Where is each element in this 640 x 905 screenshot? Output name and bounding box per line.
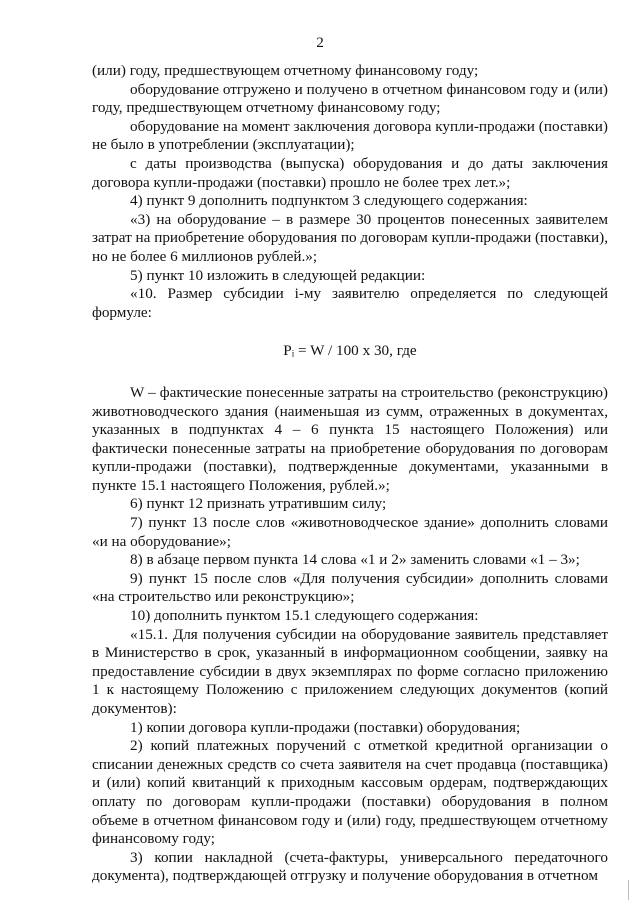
paragraph: 4) пункт 9 дополнить подпунктом 3 следующего содержания: (130, 192, 528, 210)
paragraph: 2) копий платежных поручений с отметкой кредитной организации о списании денежных средств со счета заявителя на счет продавца (поставщика) и (или) копий квитанций к приходным кассовым ордерам, подтверждающих оплату по договорам купли-продажи (поставки) оборудования в полном объеме в отчетном финансовом году и (или) году, предшествующем отчетному финансовому году; (92, 737, 608, 848)
paragraph: 10) дополнить пунктом 15.1 следующего содержания: (130, 607, 479, 625)
scan-edge-mark (628, 880, 629, 900)
paragraph: 5) пункт 10 изложить в следующей редакции: (130, 266, 426, 284)
paragraph: W – фактические понесенные затраты на строительство (реконструкцию) животноводческого здания (наименьшая из сумм, отраженных в документах, указанных в подпунктах 4 – 6 пункта 15 настоящего Положения) или фактически понесенные затраты на приобретение оборудования по договорам купли-продажи (поставки), подтвержденные документами, указанными в пункте 15.1 настоящего Положения, рублей.»; (92, 383, 608, 494)
paragraph: «10. Размер субсидии i-му заявителю определяется по следующей формуле: (92, 285, 608, 321)
paragraph: «15.1. Для получения субсидии на оборудование заявитель представляет в Министерство в срок, указанный в информационном сообщении, заявку на предоставление субсидии в двух экземплярах по форме согласно приложению 1 к настоящему Положению с приложением следующих документов (копий документов): (92, 625, 608, 717)
paragraph: оборудование на момент заключения договора купли-продажи (поставки) не было в употреблении (эксплуатации); (92, 117, 608, 154)
formula: Pᵢ = W / 100 x 30, где (283, 342, 417, 360)
paragraph: 9) пункт 15 после слов «Для получения субсидии» дополнить словами «на строительство или реконструкцию»; (92, 569, 608, 606)
paragraph: (или) году, предшествующем отчетному финансовому году; (92, 62, 479, 79)
paragraph: 7) пункт 13 после слов «животноводческое здание» дополнить словами «и на оборудование»; (92, 514, 608, 550)
paragraph: 1) копии договора купли-продажи (поставки) оборудования; (130, 718, 521, 736)
document-body (92, 62, 608, 886)
paragraph: «3) на оборудование – в размере 30 процентов понесенных заявителем затрат на приобретение оборудования по договорам купли-продажи (поставки), но не более 6 миллионов рублей.»; (92, 210, 608, 265)
paragraph: с даты производства (выпуска) оборудования и до даты заключения договора купли-продажи (поставки) прошло не более трех лет.»; (92, 154, 608, 191)
page-number: 2 (316, 34, 324, 51)
paragraph: 3) копии накладной (счета-фактуры, универсального передаточного документа), подтверждающей отгрузку и получение оборудования в отчетном (92, 848, 608, 885)
paragraph: оборудование отгружено и получено в отчетном финансовом году и (или) году, предшествующем отчетному финансовому году; (92, 80, 608, 117)
paragraph: 6) пункт 12 признать утратившим силу; (130, 495, 387, 513)
paragraph: 8) в абзаце первом пункта 14 слова «1 и 2» заменить словами «1 – 3»; (130, 551, 580, 569)
